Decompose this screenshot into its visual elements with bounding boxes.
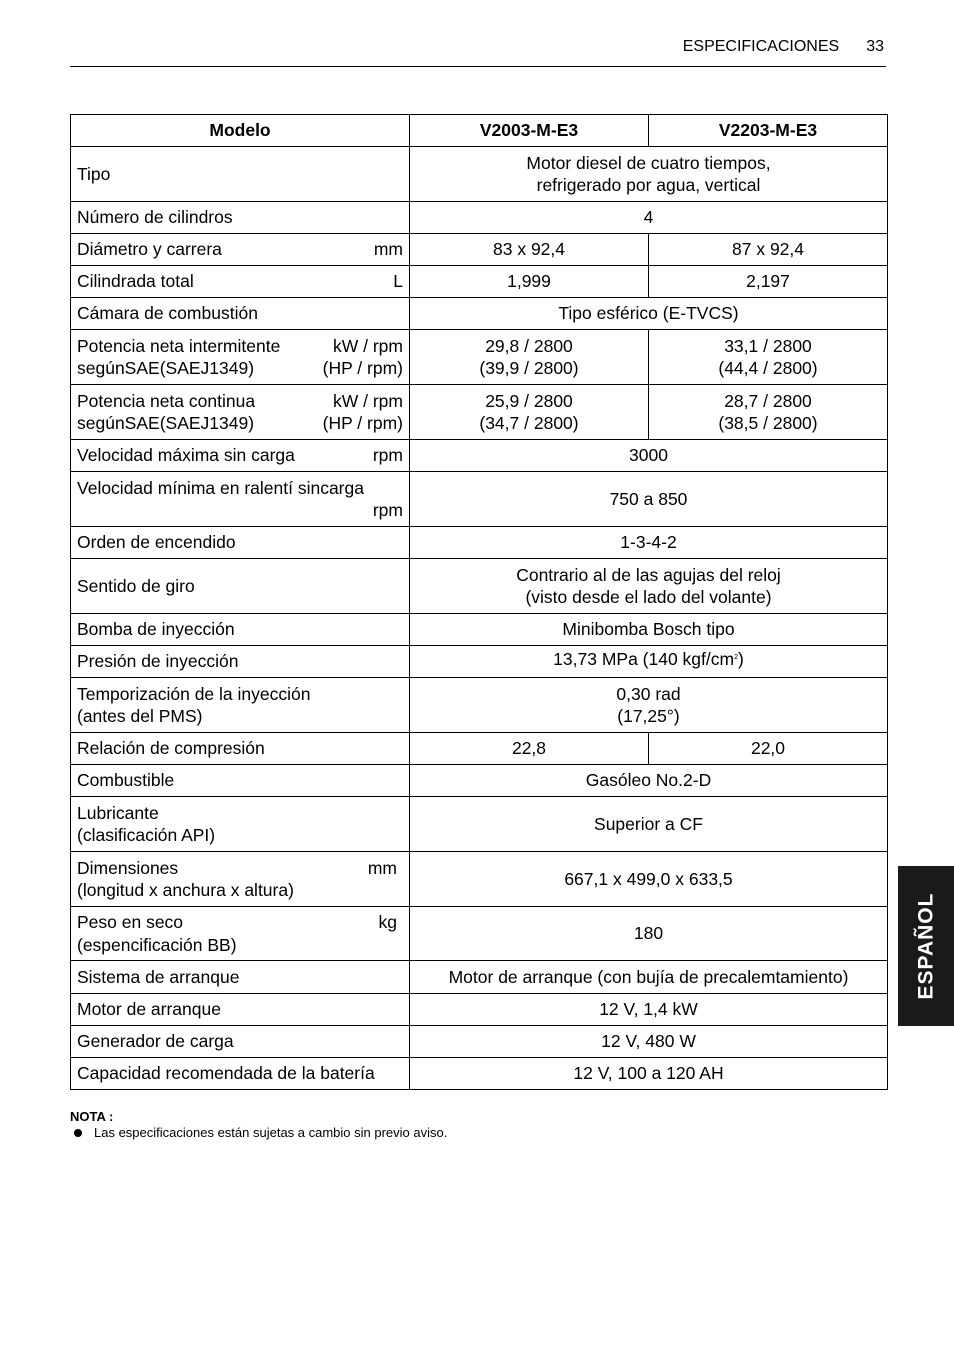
row-value-v2003	[410, 385, 649, 440]
column-header-model: Modelo	[71, 115, 410, 147]
note-block	[70, 1109, 447, 1141]
row-value: 12 V, 1,4 kW	[410, 994, 888, 1026]
row-value: 3000	[410, 440, 888, 472]
language-tab-label: ESPAÑOL	[914, 892, 937, 1000]
table-row	[71, 472, 888, 527]
table-row	[71, 202, 888, 234]
label-text: Lubricante	[77, 802, 159, 823]
row-label	[71, 234, 410, 266]
row-label	[71, 330, 410, 385]
label-text: Cilindrada total	[77, 271, 194, 292]
label-text: Potencia neta intermitente	[77, 335, 281, 356]
row-value: Tipo esférico (E-TVCS)	[410, 298, 888, 330]
row-value-v2203: 2,197	[649, 266, 888, 298]
value-line: (34,7 / 2800)	[479, 413, 579, 433]
bullet-icon	[74, 1129, 82, 1137]
row-value: 12 V, 100 a 120 AH	[410, 1058, 888, 1090]
row-label: Capacidad recomendada de la batería	[71, 1058, 410, 1090]
label-text: Temporización de la inyección	[77, 683, 311, 704]
column-header-v2203: V2203-M-E3	[649, 115, 888, 147]
note-title: NOTA :	[70, 1109, 114, 1124]
label-text: (antes del PMS)	[77, 706, 203, 726]
label-text: Potencia neta continua	[77, 390, 256, 411]
unit-text: (HP / rpm)	[322, 358, 403, 378]
table-row	[71, 994, 888, 1026]
value-line: Contrario al de las agujas del reloj	[516, 564, 781, 585]
label-text: Velocidad mínima en ralentí sincarga	[77, 477, 364, 498]
value-line: Motor diesel de cuatro tiempos,	[526, 152, 771, 173]
spec-table	[70, 114, 888, 1090]
value-line: 29,8 / 2800	[485, 335, 573, 356]
row-value-v2203	[649, 330, 888, 385]
row-value-v2003: 22,8	[410, 733, 649, 765]
row-value: 4	[410, 202, 888, 234]
label-text: segúnSAE(SAEJ1349)	[77, 358, 255, 378]
row-value: Superior a CF	[410, 797, 888, 852]
value-text: )	[738, 648, 744, 669]
value-text: 13,73 MPa (140 kgf/cm	[553, 648, 735, 669]
value-line: 0,30 rad	[616, 683, 681, 704]
row-label: Orden de encendido	[71, 527, 410, 559]
value-line: 25,9 / 2800	[485, 390, 573, 411]
label-text: Peso en seco	[77, 912, 184, 932]
table-row	[71, 797, 888, 852]
row-label: Relación de compresión	[71, 733, 410, 765]
table-row	[71, 1026, 888, 1058]
note-item	[70, 1125, 447, 1141]
label-text: Dimensiones	[77, 857, 179, 878]
table-row	[71, 961, 888, 994]
row-value-v2203: 87 x 92,4	[649, 234, 888, 266]
row-label: Sistema de arranque	[71, 961, 410, 994]
row-label	[71, 266, 410, 298]
row-label: Bomba de inyección	[71, 614, 410, 646]
label-text: Velocidad máxima sin carga	[77, 445, 295, 466]
table-row	[71, 147, 888, 202]
row-label: Generador de carga	[71, 1026, 410, 1058]
row-label: Número de cilindros	[71, 202, 410, 234]
value-line: (44,4 / 2800)	[718, 358, 818, 378]
value-line: (visto desde el lado del volante)	[525, 587, 772, 607]
table-row	[71, 907, 888, 961]
row-label	[71, 852, 410, 907]
label-text: (clasificación API)	[77, 825, 216, 845]
table-row	[71, 559, 888, 614]
row-value: Motor de arranque (con bujía de precalemtamiento)	[410, 961, 888, 994]
row-value	[410, 646, 888, 678]
unit-text: kW / rpm	[333, 390, 403, 411]
row-label: Sentido de giro	[71, 559, 410, 614]
unit-text: rpm	[372, 445, 403, 466]
table-row	[71, 733, 888, 765]
unit-text: kg	[378, 912, 397, 932]
unit-text: mm	[367, 857, 397, 878]
row-value	[410, 559, 888, 614]
label-text: Diámetro y carrera	[77, 239, 222, 260]
table-row	[71, 765, 888, 797]
value-line: (38,5 / 2800)	[718, 413, 818, 433]
row-label: Motor de arranque	[71, 994, 410, 1026]
row-value-v2003: 1,999	[410, 266, 649, 298]
row-label	[71, 797, 410, 852]
label-text: (espencificación BB)	[77, 934, 237, 955]
row-value-v2203	[649, 385, 888, 440]
row-label	[71, 472, 410, 527]
row-label	[71, 440, 410, 472]
note-text: Las especificaciones están sujetas a cambio sin previo aviso.	[94, 1125, 448, 1140]
value-line: 28,7 / 2800	[724, 390, 812, 411]
row-label	[71, 678, 410, 733]
table-row	[71, 298, 888, 330]
unit-text: (HP / rpm)	[322, 413, 403, 433]
row-value: Minibomba Bosch tipo	[410, 614, 888, 646]
label-text: (longitud x anchura x altura)	[77, 880, 294, 900]
table-row	[71, 646, 888, 678]
row-value: 1-3-4-2	[410, 527, 888, 559]
row-value-v2003: 83 x 92,4	[410, 234, 649, 266]
row-label: Presión de inyección	[71, 646, 410, 678]
table-row	[71, 852, 888, 907]
row-label: Combustible	[71, 765, 410, 797]
value-line: (17,25°)	[617, 706, 680, 726]
table-row	[71, 678, 888, 733]
unit-text: mm	[373, 239, 403, 260]
row-value: 12 V, 480 W	[410, 1026, 888, 1058]
row-label: Cámara de combustión	[71, 298, 410, 330]
page-header	[70, 36, 886, 67]
table-header-row	[71, 115, 888, 147]
language-tab	[898, 866, 954, 1026]
section-title: ESPECIFICACIONES	[682, 38, 840, 55]
table-row	[71, 440, 888, 472]
row-value-v2203: 22,0	[649, 733, 888, 765]
unit-text: kW / rpm	[333, 335, 403, 356]
row-label	[71, 385, 410, 440]
superscript: 2	[734, 653, 738, 661]
value-line: 33,1 / 2800	[724, 335, 812, 356]
table-row	[71, 527, 888, 559]
row-value	[410, 147, 888, 202]
row-value: Gasóleo No.2-D	[410, 765, 888, 797]
column-header-v2003: V2003-M-E3	[410, 115, 649, 147]
row-label	[71, 907, 410, 961]
unit-text: L	[393, 271, 403, 292]
table-row	[71, 1058, 888, 1090]
table-row	[71, 385, 888, 440]
value-line: (39,9 / 2800)	[479, 358, 579, 378]
label-text: segúnSAE(SAEJ1349)	[77, 413, 255, 433]
row-label: Tipo	[71, 147, 410, 202]
value-line: refrigerado por agua, vertical	[536, 175, 761, 195]
table-row	[71, 266, 888, 298]
table-row	[71, 234, 888, 266]
row-value: 180	[410, 907, 888, 961]
table-row	[71, 614, 888, 646]
page-number: 33	[866, 38, 884, 55]
row-value-v2003	[410, 330, 649, 385]
row-value	[410, 678, 888, 733]
row-value: 750 a 850	[410, 472, 888, 527]
row-value: 667,1 x 499,0 x 633,5	[410, 852, 888, 907]
table-row	[71, 330, 888, 385]
unit-text: rpm	[372, 500, 403, 520]
